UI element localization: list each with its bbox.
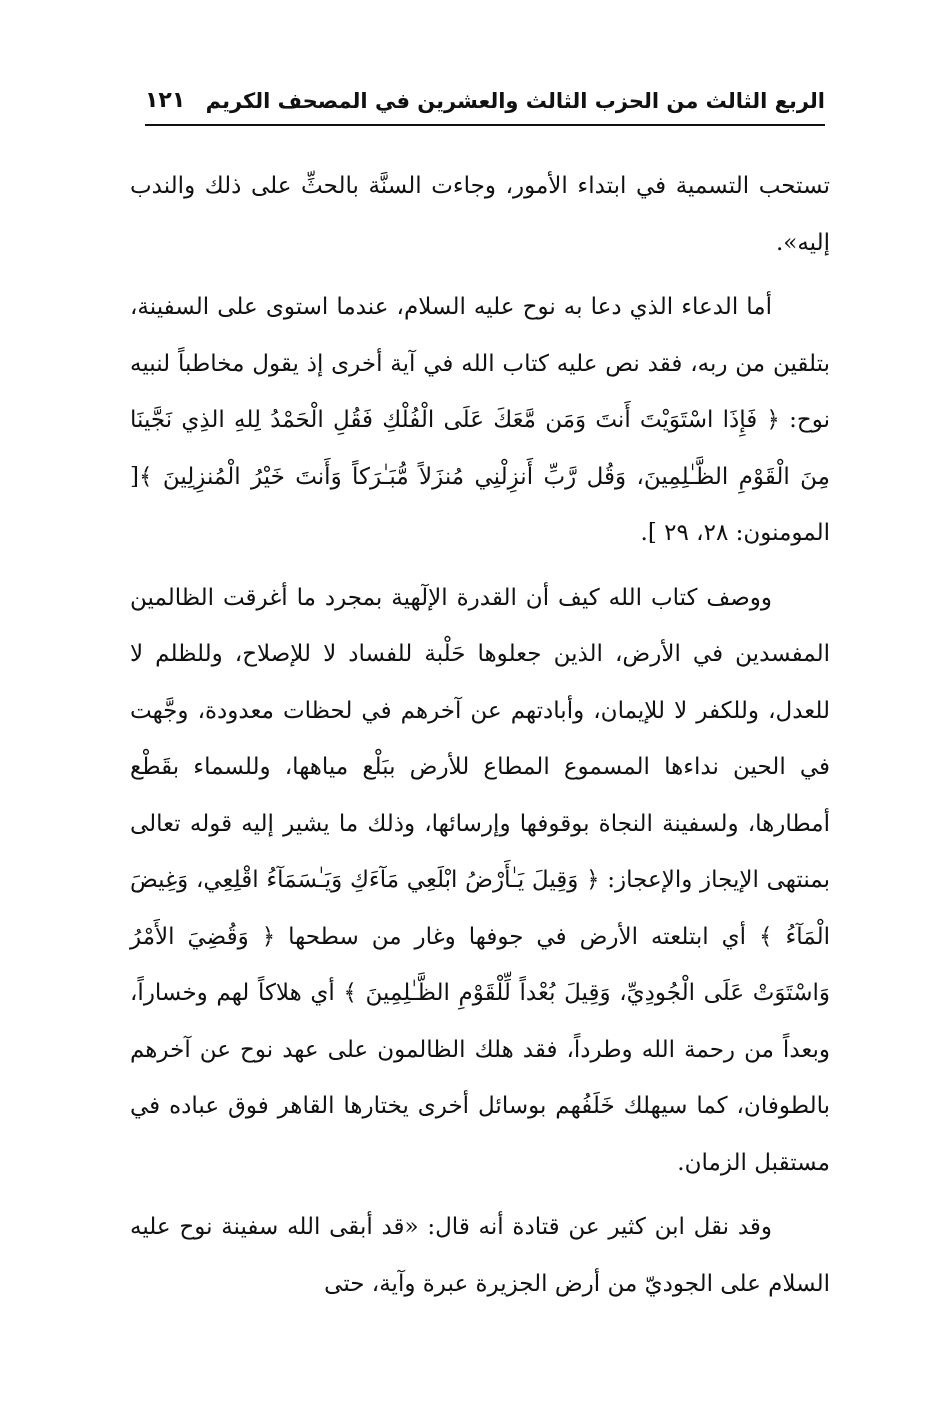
paragraph: وقد نقل ابن كثير عن قتادة أنه قال: «قد أبقى الله سفينة نوح عليه السلام على الجوديّ من أرض الجزيرة عبرة وآية، حتى xyxy=(130,1214,830,1297)
header-divider xyxy=(145,124,825,126)
header-title: الربع الثالث من الحزب الثالث والعشرين في المصحف الكريم xyxy=(205,89,825,113)
paragraph: تستحب التسمية في ابتداء الأمور، وجاءت السنَّة بالحثِّ على ذلك والندب إليه». xyxy=(130,173,830,256)
paragraph: أما الدعاء الذي دعا به نوح عليه السلام، عندما استوى على السفينة، بتلقين من ربه، فقد نص عليه كتاب الله في آية أخرى إذ يقول مخاطباً لنبيه نوح: ﴿ فَإِذَا اسْتَوَيْتَ أَنتَ وَمَن مَّعَكَ عَلَى الْفُلْكِ فَقُلِ الْحَمْدُ لِلهِ الذِي نَجَّينَا مِنَ الْقَوْمِ الظَّـٰلِمِينَ، وَقُل رَّبِّ أَنزِلْنِي مُنزَلاً مُّبَـٰرَكاً وَأَنتَ خَيْرُ الْمُنزِلِينَ ﴾[ المومنون: ٢٨، ٢٩ ]. xyxy=(130,294,830,546)
body-text xyxy=(130,158,830,1312)
running-header xyxy=(145,86,825,122)
page-number: ١٢١ xyxy=(145,88,186,113)
paragraph: ووصف كتاب الله كيف أن القدرة الإلٓهية بمجرد ما أغرقت الظالمين المفسدين في الأرض، الذين جعلوها حَلْبة للفساد لا للإصلاح، وللظلم لا للعدل، وللكفر لا للإيمان، وأبادتهم عن آخرهم في لحظات معدودة، وجَّهت في الحين نداءها المسموع المطاع للأرض ببَلْع مياهها، وللسماء بقَطْع أمطارها، ولسفينة النجاة بوقوفها وإرسائها، وذلك ما يشير إليه قوله تعالى بمنتهى الإيجاز والإعجاز: ﴿ وَقِيلَ يَـٰأَرْضُ ابْلَعِي مَآءَكِ وَيَـٰسَمَآءُ اقْلِعِي، وَغِيضَ الْمَآءُ ﴾ أي ابتلعته الأرض في جوفها وغار من سطحها ﴿ وَقُضِيَ الأَمْرُ وَاسْتَوَتْ عَلَى الْجُودِيِّ، وَقِيلَ بُعْداً لِّلْقَوْمِ الظَّـٰلِمِينَ ﴾ أي هلاكاً لهم وخساراً، وبعداً من رحمة الله وطرداً، فقد هلك الظالمون على عهد نوح عن آخرهم بالطوفان، كما سيهلك خَلَفُهم بوسائل أخرى يختارها القاهر فوق عباده في مستقبل الزمان. xyxy=(130,584,831,1176)
